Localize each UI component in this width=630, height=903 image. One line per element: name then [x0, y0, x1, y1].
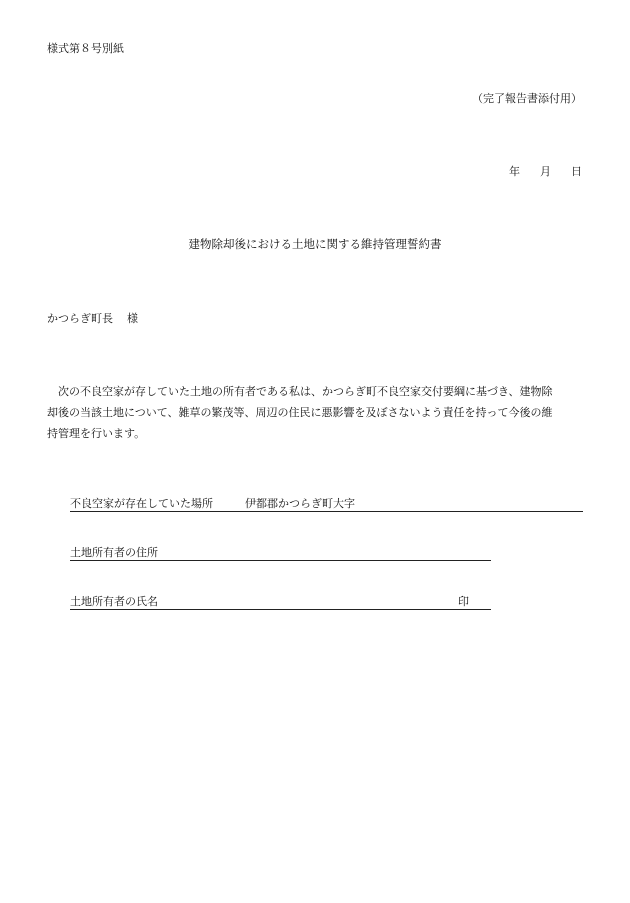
- form-number: 様式第８号別紙: [47, 42, 124, 55]
- addressee: [47, 310, 138, 326]
- owner-address-field[interactable]: [70, 545, 491, 561]
- date-line: [509, 163, 582, 179]
- pledge-line-2: 却後の当該土地について、雑草の繁茂等、周辺の住民に悪影響を及ぼさないよう責任を持って今後の維: [47, 406, 553, 419]
- seal-mark: 印: [458, 595, 469, 608]
- owner-name-label: 土地所有者の氏名: [70, 595, 158, 608]
- pledge-body: [47, 381, 585, 444]
- month-label: 月: [540, 165, 551, 178]
- location-field[interactable]: [70, 496, 583, 512]
- year-label: 年: [509, 165, 520, 178]
- location-value: 伊都郡かつらぎ町大字: [245, 497, 355, 510]
- location-label: 不良空家が存在していた場所: [70, 497, 213, 510]
- pledge-line-1: 次の不良空家が存していた土地の所有者である私は、かつらぎ町不良空家交付要綱に基づき、建物除: [58, 385, 553, 398]
- owner-address-label: 土地所有者の住所: [70, 546, 158, 559]
- day-label: 日: [571, 165, 582, 178]
- pledge-line-3: 持管理を行います。: [47, 427, 146, 440]
- addressee-name: かつらぎ町長: [47, 312, 113, 325]
- owner-name-field[interactable]: [70, 594, 491, 610]
- addressee-honorific: 様: [127, 312, 138, 325]
- document-title: 建物除却後における土地に関する維持管理誓約書: [188, 237, 442, 251]
- attachment-note: （完了報告書添付用）: [472, 92, 582, 105]
